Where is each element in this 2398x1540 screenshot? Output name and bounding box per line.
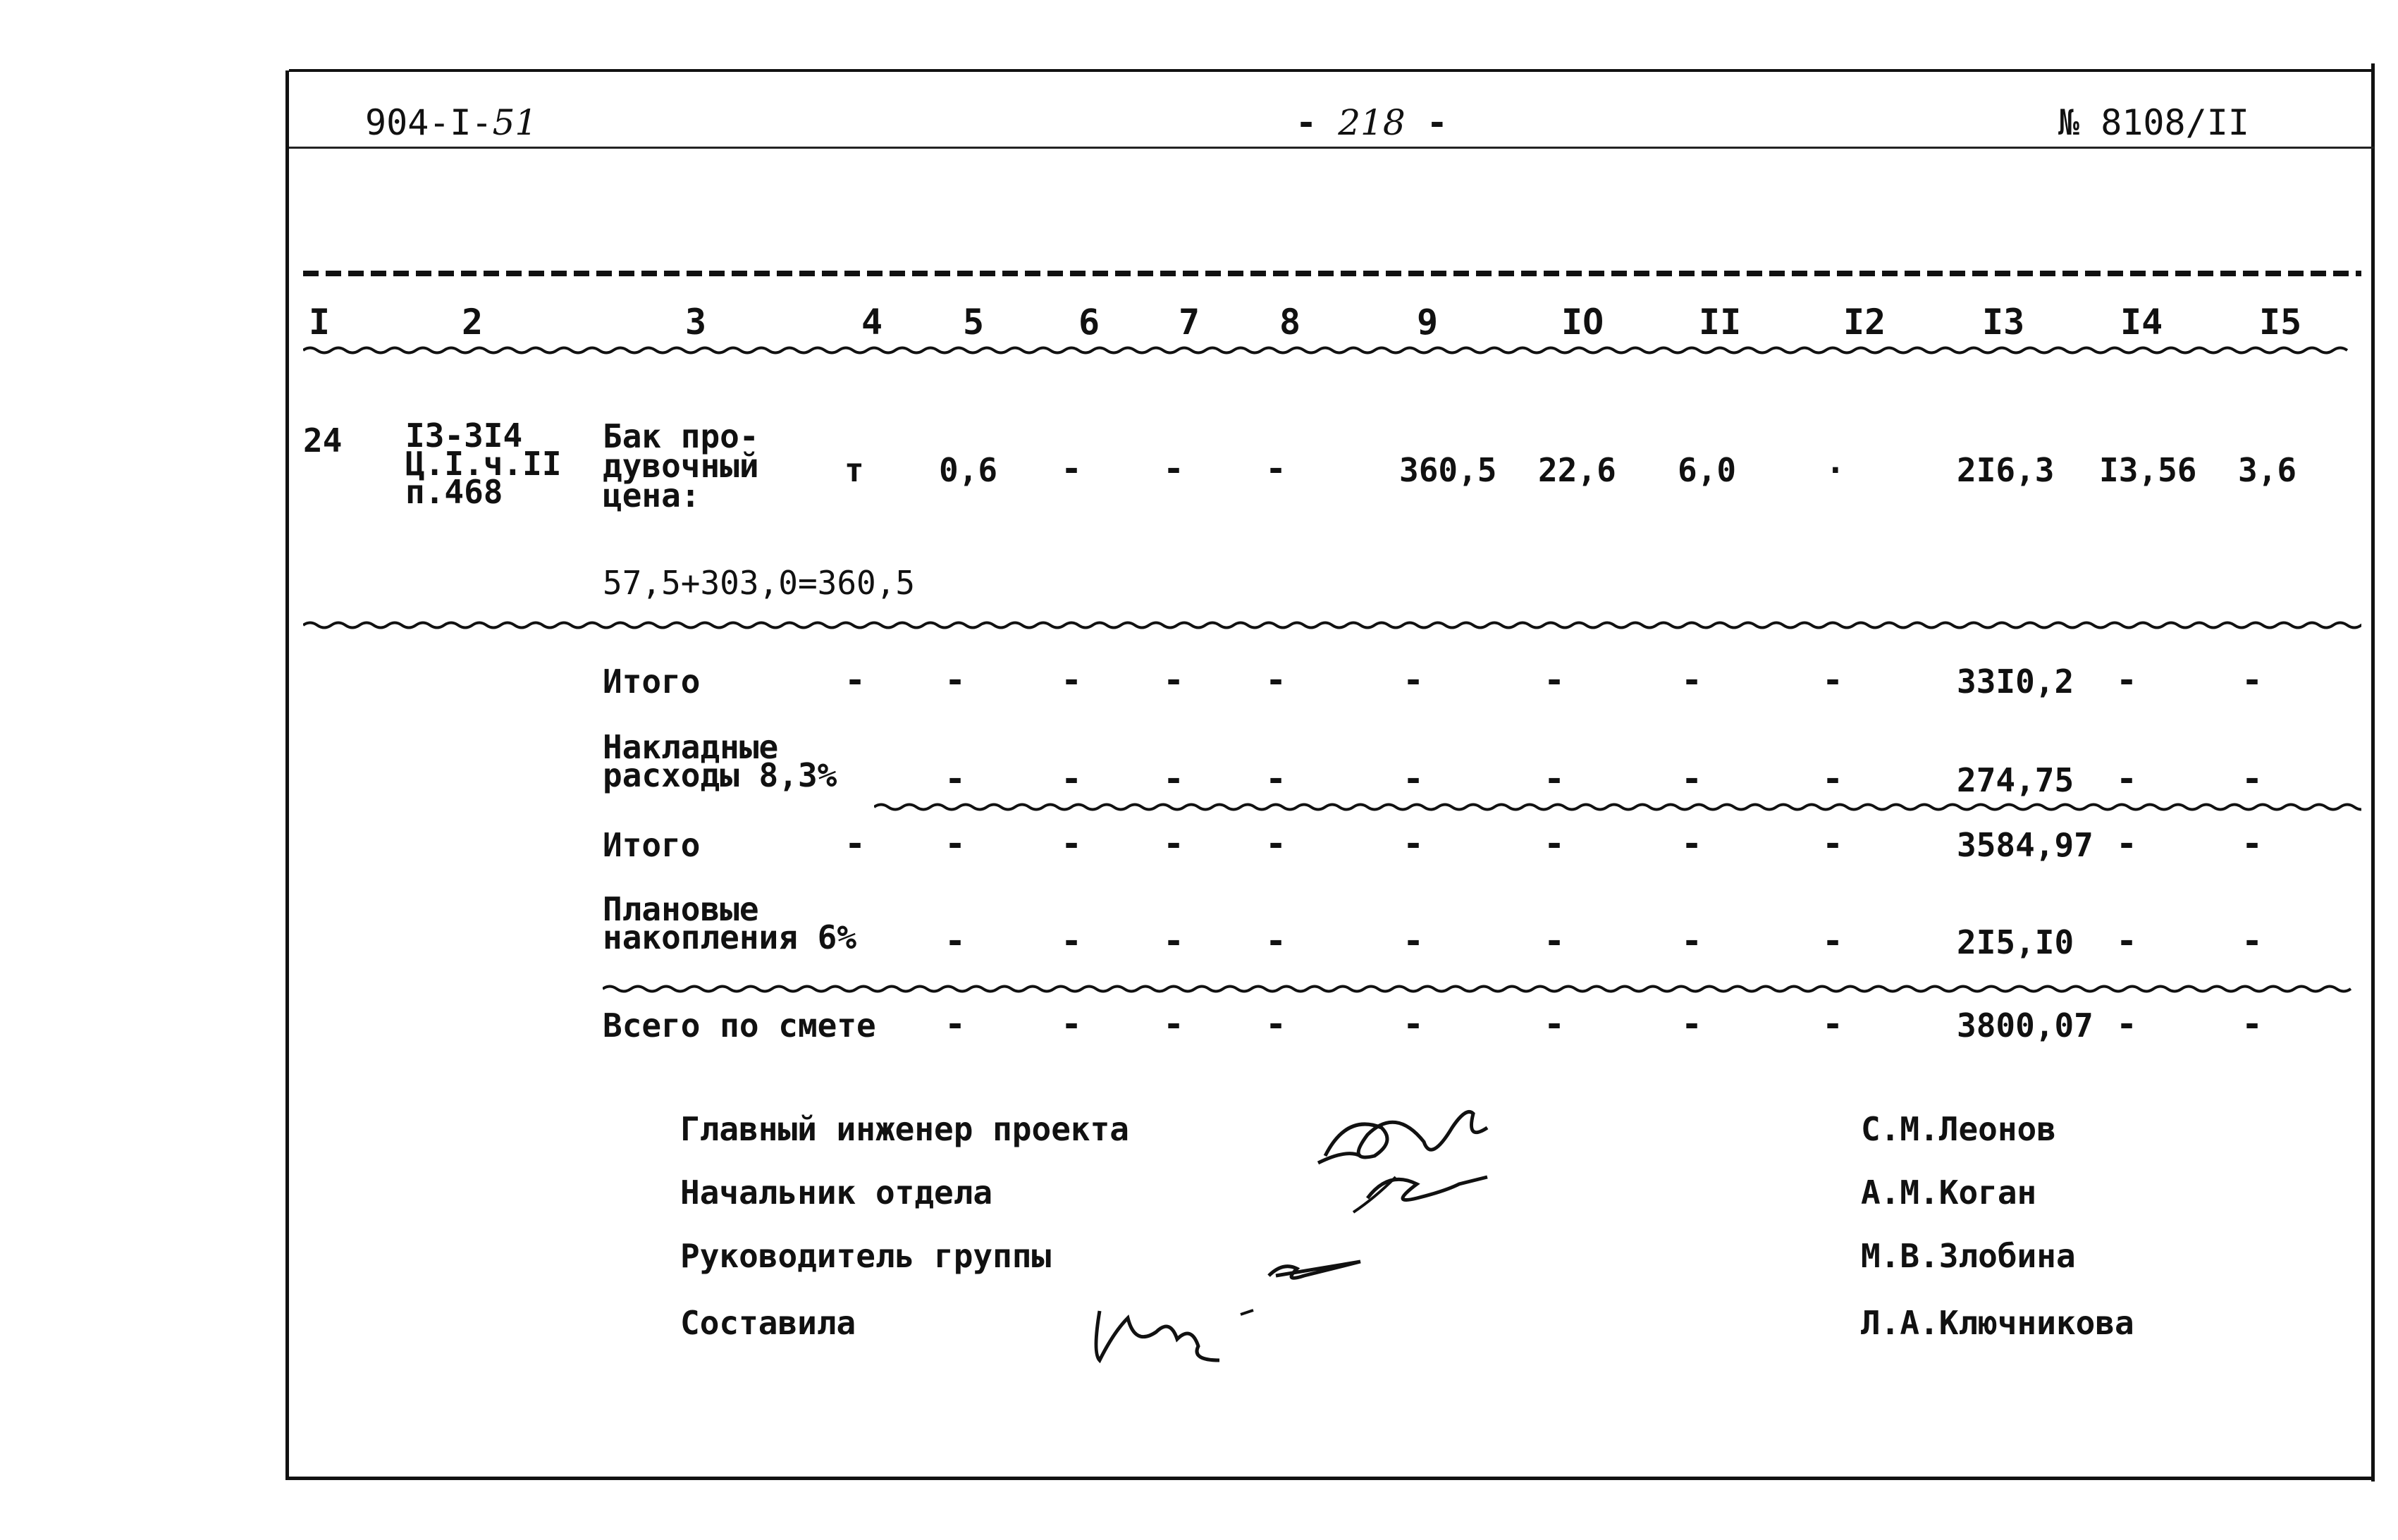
summary-3-c11: -	[1681, 823, 1703, 864]
signature-leonov-mark	[1325, 1112, 1487, 1158]
frame-top	[289, 69, 2374, 72]
summary-4-c5: -	[945, 920, 966, 961]
summary-4-c15: -	[2242, 920, 2263, 961]
col-header-6: 6	[1078, 302, 1100, 343]
summary-2-c9: -	[1403, 758, 1425, 799]
summary-2-c15: -	[2242, 758, 2263, 799]
summary-2-c6: -	[1061, 758, 1083, 799]
col-header-8: 8	[1279, 302, 1301, 343]
col-header-4: 4	[861, 302, 883, 343]
header-rule	[289, 147, 2374, 149]
col-header-13: I3	[1982, 302, 2025, 343]
wavy-rule-2	[874, 802, 2361, 812]
summary-2-c7: -	[1163, 758, 1185, 799]
summary-4-label: Плановые накопления 6%	[603, 890, 857, 956]
summary-5-c10: -	[1544, 1004, 1566, 1045]
summary-5-c5: -	[945, 1004, 966, 1045]
project-code-handwritten: 51	[492, 102, 538, 143]
summary-4-c14: -	[2116, 920, 2138, 961]
signature-role-department-head: Начальник отдела	[680, 1174, 993, 1212]
summary-1-c14: -	[2116, 660, 2138, 701]
project-code-print: 904-I-	[365, 102, 493, 143]
summary-5-label: Всего по смете	[603, 1006, 876, 1045]
summary-1-total: 33I0,2	[1957, 663, 2074, 701]
col-header-3: 3	[685, 302, 707, 343]
row24-c6: -	[1061, 448, 1083, 489]
col-header-10: IO	[1561, 302, 1604, 343]
col-header-1: I	[309, 302, 331, 343]
column-header-dashes	[303, 271, 2361, 276]
col-header-14: I4	[2120, 302, 2163, 343]
col-header-5: 5	[963, 302, 985, 343]
signature-klyuchnikova-mark	[1096, 1311, 1219, 1360]
summary-4-c11: -	[1681, 920, 1703, 961]
page-number-value: 218	[1338, 102, 1406, 143]
summary-1-c9: -	[1403, 660, 1425, 701]
row24-name: Бак про- дувочный цена:	[603, 417, 759, 515]
summary-1-c7: -	[1163, 660, 1185, 701]
row24-c15: 3,6	[2238, 451, 2297, 489]
summary-3-c6: -	[1061, 823, 1083, 864]
summary-3-c14: -	[2116, 823, 2138, 864]
summary-1-c10: -	[1544, 660, 1566, 701]
frame-left	[285, 70, 289, 1480]
frame-right	[2371, 63, 2375, 1482]
summary-2-c10: -	[1544, 758, 1566, 799]
signature-name-zlobina: М.В.Злобина	[1861, 1237, 2076, 1275]
row24-qty: 0,6	[939, 451, 998, 489]
summary-5-c12: -	[1822, 1004, 1844, 1045]
wavy-rule-3	[603, 984, 2361, 994]
summary-2-c8: -	[1265, 758, 1287, 799]
summary-2-c14: -	[2116, 758, 2138, 799]
summary-5-c14: -	[2116, 1004, 2138, 1045]
col-header-15: I5	[2259, 302, 2302, 343]
summary-4-c6: -	[1061, 920, 1083, 961]
summary-5-c11: -	[1681, 1004, 1703, 1045]
summary-2-total: 274,75	[1957, 761, 2074, 799]
frame-bottom	[285, 1477, 2375, 1480]
signature-role-compiler: Составила	[680, 1304, 856, 1342]
row24-c11: 6,0	[1678, 451, 1737, 489]
summary-3-c15: -	[2242, 823, 2263, 864]
row24-c10: 22,6	[1538, 451, 1616, 489]
summary-1-c5: -	[945, 660, 966, 701]
summary-4-c10: -	[1544, 920, 1566, 961]
summary-5-c8: -	[1265, 1004, 1287, 1045]
row24-number: 24	[303, 421, 343, 460]
signature-name-leonov: С.М.Леонов	[1861, 1110, 2056, 1148]
summary-2-c5: -	[945, 758, 966, 799]
summary-1-c6: -	[1061, 660, 1083, 701]
summary-2-c11: -	[1681, 758, 1703, 799]
document-number: № 8108/II	[2058, 102, 2249, 143]
summary-3-total: 3584,97	[1957, 826, 2093, 864]
signature-zlobina-mark	[1269, 1262, 1360, 1278]
row24-code: I3-3I4 Ц.I.ч.II п.468	[405, 417, 562, 511]
row24-c13: 2I6,3	[1957, 451, 2055, 489]
summary-3-c7: -	[1163, 823, 1185, 864]
summary-3-c9: -	[1403, 823, 1425, 864]
summary-3-c8: -	[1265, 823, 1287, 864]
summary-3-c12: -	[1822, 823, 1844, 864]
summary-4-c7: -	[1163, 920, 1185, 961]
summary-4-c12: -	[1822, 920, 1844, 961]
row24-formula: 57,5+303,0=360,5	[603, 564, 916, 602]
page-number: - 218 -	[1296, 102, 1448, 143]
summary-5-c7: -	[1163, 1004, 1185, 1045]
col-header-9: 9	[1417, 302, 1439, 343]
summary-4-c8: -	[1265, 920, 1287, 961]
summary-1-c11: -	[1681, 660, 1703, 701]
summary-1-label: Итого	[603, 663, 701, 701]
row24-unit: т	[844, 451, 864, 489]
summary-3-c4: -	[844, 823, 866, 864]
summary-1-c4: -	[844, 660, 866, 701]
signature-role-group-lead: Руководитель группы	[680, 1237, 1052, 1275]
summary-3-label: Итого	[603, 826, 701, 864]
col-header-7: 7	[1179, 302, 1200, 343]
summary-1-c8: -	[1265, 660, 1287, 701]
row24-c9: 360,5	[1399, 451, 1497, 489]
summary-3-c10: -	[1544, 823, 1566, 864]
signature-name-kogan: А.М.Коган	[1861, 1174, 2037, 1212]
row24-c7: -	[1163, 448, 1185, 489]
summary-5-c9: -	[1403, 1004, 1425, 1045]
row24-c8: -	[1265, 448, 1287, 489]
signature-name-klyuchnikova: Л.А.Ключникова	[1861, 1304, 2134, 1342]
wavy-rule-header	[303, 345, 2361, 355]
summary-1-c15: -	[2242, 660, 2263, 701]
summary-3-c5: -	[945, 823, 966, 864]
summary-2-label: Накладные расходы 8,3%	[603, 728, 837, 794]
wavy-rule-1	[303, 620, 2361, 630]
row24-c14: I3,56	[2099, 451, 2197, 489]
col-header-2: 2	[462, 302, 484, 343]
handwritten-signatures	[1086, 1071, 1579, 1396]
col-header-11: II	[1699, 302, 1742, 343]
col-header-12: I2	[1843, 302, 1886, 343]
summary-1-c12: -	[1822, 660, 1844, 701]
project-code	[365, 102, 537, 143]
summary-5-c6: -	[1061, 1004, 1083, 1045]
summary-2-c12: -	[1822, 758, 1844, 799]
summary-5-c15: -	[2242, 1004, 2263, 1045]
signature-role-chief-engineer: Главный инженер проекта	[680, 1110, 1129, 1148]
summary-5-total: 3800,07	[1957, 1006, 2093, 1045]
summary-4-total: 2I5,I0	[1957, 923, 2074, 961]
row24-c12: ·	[1826, 451, 1845, 489]
summary-4-c9: -	[1403, 920, 1425, 961]
